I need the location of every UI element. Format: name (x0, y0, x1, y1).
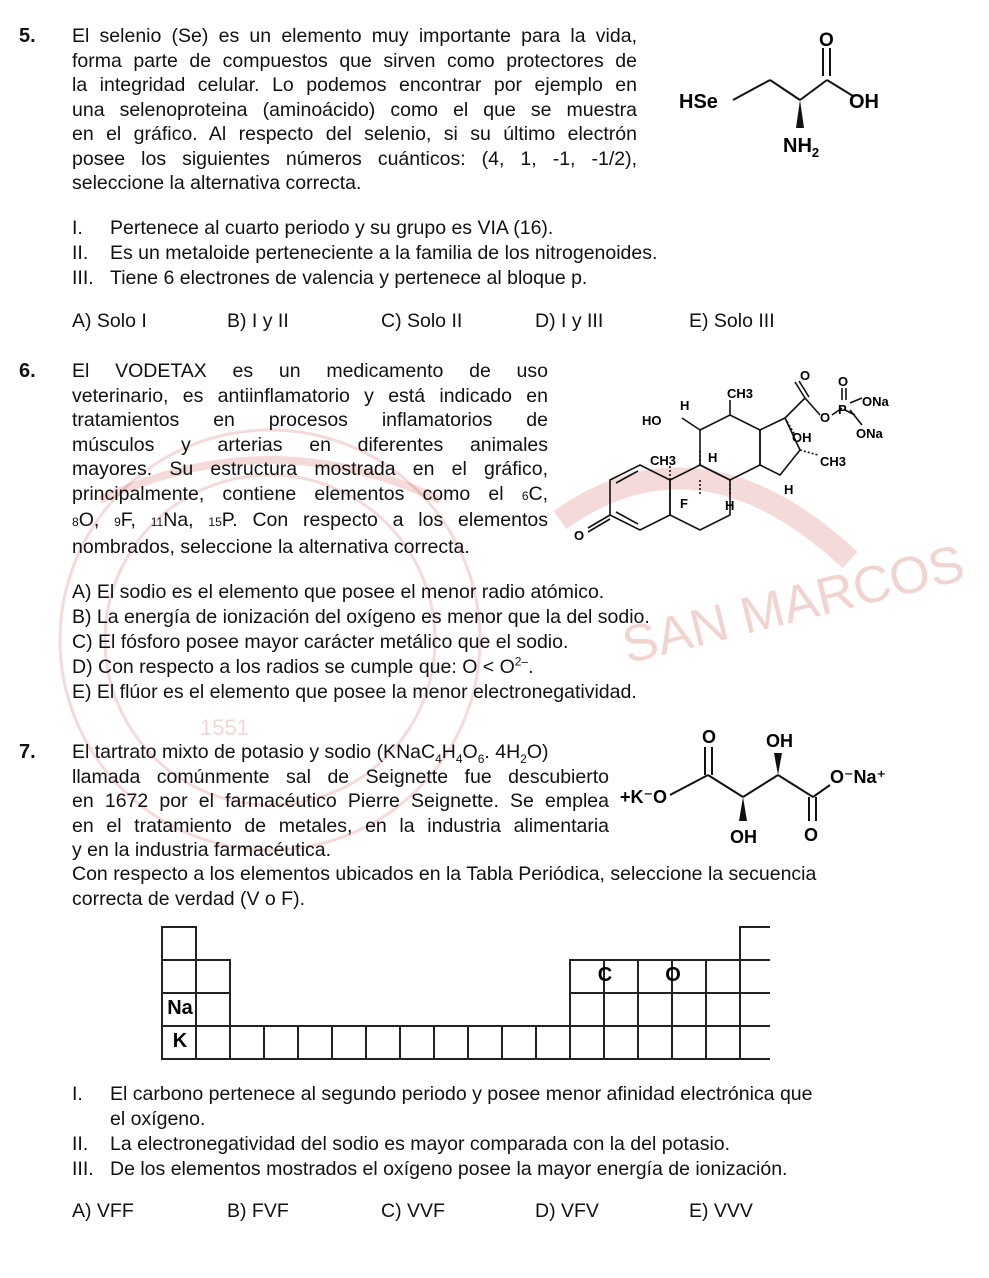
q6-number: 6. (19, 360, 36, 382)
steroid-h-3: H (784, 482, 794, 497)
steroid-h-4: H (725, 498, 735, 513)
q5-statements (72, 216, 872, 296)
tartrate-ko: O (653, 787, 668, 807)
pt-cell (298, 1026, 332, 1059)
q5-statement-2: II. Es un metaloide perteneciente a la familia de los nitrogenoides. (72, 242, 658, 264)
q7-option-c[interactable]: C) VVF (381, 1200, 445, 1222)
steroid-o-phosphoryl: O (838, 374, 849, 389)
q6-line: tratamientos en procesos inflamatorios de (72, 409, 548, 431)
q6-text (72, 359, 548, 559)
steroid-ch3-a: CH3 (727, 386, 754, 401)
q7-line: correcta de verdad (V o F). (72, 887, 306, 910)
q5-number: 5. (19, 25, 36, 47)
pt-label-k: K (172, 1030, 188, 1052)
q6-line: 8O, 9F, 11Na, 15P. Con respecto a los elementos (72, 509, 548, 531)
q6-option-b[interactable]: B) La energía de ionización del oxígeno es menor que la del sodio. (72, 606, 650, 628)
pt-cell (638, 993, 672, 1026)
q6-steroid-phosphate-structure (570, 370, 900, 550)
svg-text:CH3 (820, 454, 846, 469)
q5-option-a[interactable]: A) Solo I (72, 310, 147, 332)
q6-option-d[interactable]: D) Con respecto a los radios se cumple que: $O < O^{2-}$. (72, 654, 534, 678)
watermark-seal-text: 1551 (200, 715, 249, 740)
q5-statement-3: III. Tiene 6 electrones de valencia y pertenece al bloque p. (72, 267, 588, 289)
pt-cell (570, 1026, 604, 1059)
tartrate-o-1: O (702, 727, 717, 747)
q6-option-a[interactable]: A) El sodio es el elemento que posee el menor radio atómico. (72, 581, 605, 603)
svg-text:O⁻Na⁺: O⁻Na⁺ (830, 767, 887, 787)
watermark-text: SAN MARCOS (616, 534, 970, 676)
q7-line: El tartrato mixto de potasio y sodio ($KNaC_4H_4O_6$. $4H_2O$) (72, 741, 549, 766)
q6-line: mayores. Su estructura mostrada en el gráfico, (72, 458, 548, 480)
nh-label: NH (783, 135, 812, 157)
q7-option-b[interactable]: B) FVF (227, 1200, 289, 1222)
tartrate-ona-na: Na (853, 767, 877, 787)
q6-line: principalmente, contiene elementos como el 6C, (72, 482, 548, 505)
steroid-ch3-b: CH3 (650, 453, 677, 468)
steroid-ona-1: ONa (862, 394, 889, 409)
q5-line: posee los siguientes números cuánticos: (4, 1, -1, -1/2), (72, 147, 637, 170)
pt-cell (162, 927, 196, 960)
pt-cell (706, 960, 740, 993)
pt-label-o: O (665, 964, 681, 986)
q7-statements (72, 1082, 932, 1192)
q5-line: en el gráfico. Al respecto del selenio, si su último electrón (72, 123, 637, 145)
q5-text (72, 24, 637, 196)
pt-cell (740, 993, 770, 1026)
q7-statement-3: III. De los elementos mostrados el oxígeno posee la mayor energía de ionización. (72, 1158, 788, 1180)
pt-cell (536, 1026, 570, 1059)
svg-text:NH2 (783, 135, 819, 160)
steroid-ona-2: ONa (856, 426, 883, 441)
hse-label: HSe (679, 91, 718, 113)
pt-cell (740, 960, 770, 993)
q5-option-b[interactable]: B) I y II (227, 310, 289, 332)
pt-cell (162, 960, 196, 993)
nh-subscript: 2 (811, 145, 820, 160)
q7-line: Con respecto a los elementos ubicados en la Tabla Periódica, seleccione la secuencia (72, 863, 817, 885)
pt-cell (706, 993, 740, 1026)
steroid-o-top: O (800, 370, 811, 383)
q7-number: 7. (19, 741, 36, 763)
q6-option-c[interactable]: C) El fósforo posee mayor carácter metálico que el sodio. (72, 631, 569, 653)
pt-cell (502, 1026, 536, 1059)
steroid-o-link: O (820, 410, 831, 425)
pt-cell (468, 1026, 502, 1059)
q7-periodic-table (160, 925, 770, 1065)
svg-text:+K⁻O: +K⁻O (620, 787, 668, 807)
steroid-f: F (680, 496, 688, 511)
q5-option-d[interactable]: D) I y III (535, 310, 604, 332)
q7-statement-1: I. El carbono pertenece al segundo periodo y posee menor afinidad electrónica que el oxígeno. (72, 1083, 813, 1130)
pt-cell (672, 1026, 706, 1059)
oh-label: OH (849, 91, 879, 113)
svg-text:CH3 (650, 453, 676, 468)
tartrate-oh-1: OH (766, 731, 793, 751)
q5-statement-1: I. Pertenece al cuarto periodo y su grupo es VIA (16). (72, 217, 554, 239)
steroid-oh: OH (792, 430, 812, 445)
q6-option-e[interactable]: E) El flúor es el elemento que posee la menor electronegatividad. (72, 681, 637, 703)
q5-option-c[interactable]: C) Solo II (381, 310, 463, 332)
pt-cell (604, 1026, 638, 1059)
q7-text (72, 740, 609, 863)
pt-label-na: Na (167, 997, 193, 1019)
pt-cell (604, 993, 638, 1026)
steroid-h-2: H (708, 450, 718, 465)
pt-cell (332, 1026, 366, 1059)
pt-cell (196, 960, 230, 993)
steroid-p: P (838, 402, 847, 417)
q7-line: y en la industria farmacéutica. (72, 839, 332, 861)
tartrate-ona-o: O (830, 767, 845, 787)
q7-text-2 (72, 862, 912, 911)
q7-statement-2: II. La electronegatividad del sodio es mayor comparada con la del potasio. (72, 1133, 731, 1155)
q5-line: la integridad celular. Lo podemos encontrar por ejemplo en (72, 74, 637, 96)
q5-line: seleccione la alternativa correcta. (72, 172, 362, 194)
pt-label-c: C (597, 964, 613, 986)
steroid-h-1: H (680, 398, 690, 413)
q5-option-e[interactable]: E) Solo III (689, 310, 775, 332)
pt-cell (264, 1026, 298, 1059)
pt-cell (570, 993, 604, 1026)
tartrate-o-2: O (804, 825, 819, 845)
q7-line: en el tratamiento de metales, en la industria alimentaria (72, 814, 609, 837)
q6-line: nombrados, seleccione la alternativa correcta. (72, 535, 470, 558)
q5-line: forma parte de compuestos que sirven como protectores de (72, 49, 637, 72)
steroid-o-ketone: O (574, 528, 585, 543)
q7-option-d[interactable]: D) VFV (535, 1200, 599, 1222)
pt-cell (740, 927, 770, 960)
q6-line: El VODETAX es un medicamento de uso (72, 360, 548, 382)
q5-line: una selenoproteina (aminoácido) como el que se muestra (72, 98, 637, 121)
q5-line: El selenio (Se) es un elemento muy importante para la vida, (72, 25, 637, 47)
steroid-ho: HO (642, 413, 662, 428)
q7-line: en 1672 por el farmacéutico Pierre Seignette. Se emplea (72, 790, 609, 812)
pt-cell (230, 1026, 264, 1059)
svg-text:CH3 (727, 386, 753, 401)
pt-cell (434, 1026, 468, 1059)
carbonyl-o-label: O (819, 30, 834, 51)
pt-cell (672, 993, 706, 1026)
q7-line: llamada comúnmente sal de Seignette fue descubierto (72, 765, 609, 788)
q7-option-e[interactable]: E) VVV (689, 1200, 753, 1222)
pt-cell (196, 993, 230, 1026)
pt-cell (740, 1026, 770, 1059)
q6-line: veterinario, es antiinflamatorio y está indicado en (72, 384, 548, 407)
pt-cell (706, 1026, 740, 1059)
q7-tartrate-structure (618, 725, 908, 850)
steroid-ch3-c: CH3 (820, 454, 847, 469)
q6-line: músculos y arterias en diferentes animales (72, 433, 548, 456)
tartrate-oh-2: OH (730, 827, 757, 847)
q5-selenocysteine-structure (675, 28, 890, 168)
tartrate-k: +K (620, 787, 644, 807)
q7-option-a[interactable]: A) VFF (72, 1200, 134, 1222)
pt-cell (638, 1026, 672, 1059)
pt-cell (366, 1026, 400, 1059)
pt-cell (196, 1026, 230, 1059)
pt-cell (400, 1026, 434, 1059)
